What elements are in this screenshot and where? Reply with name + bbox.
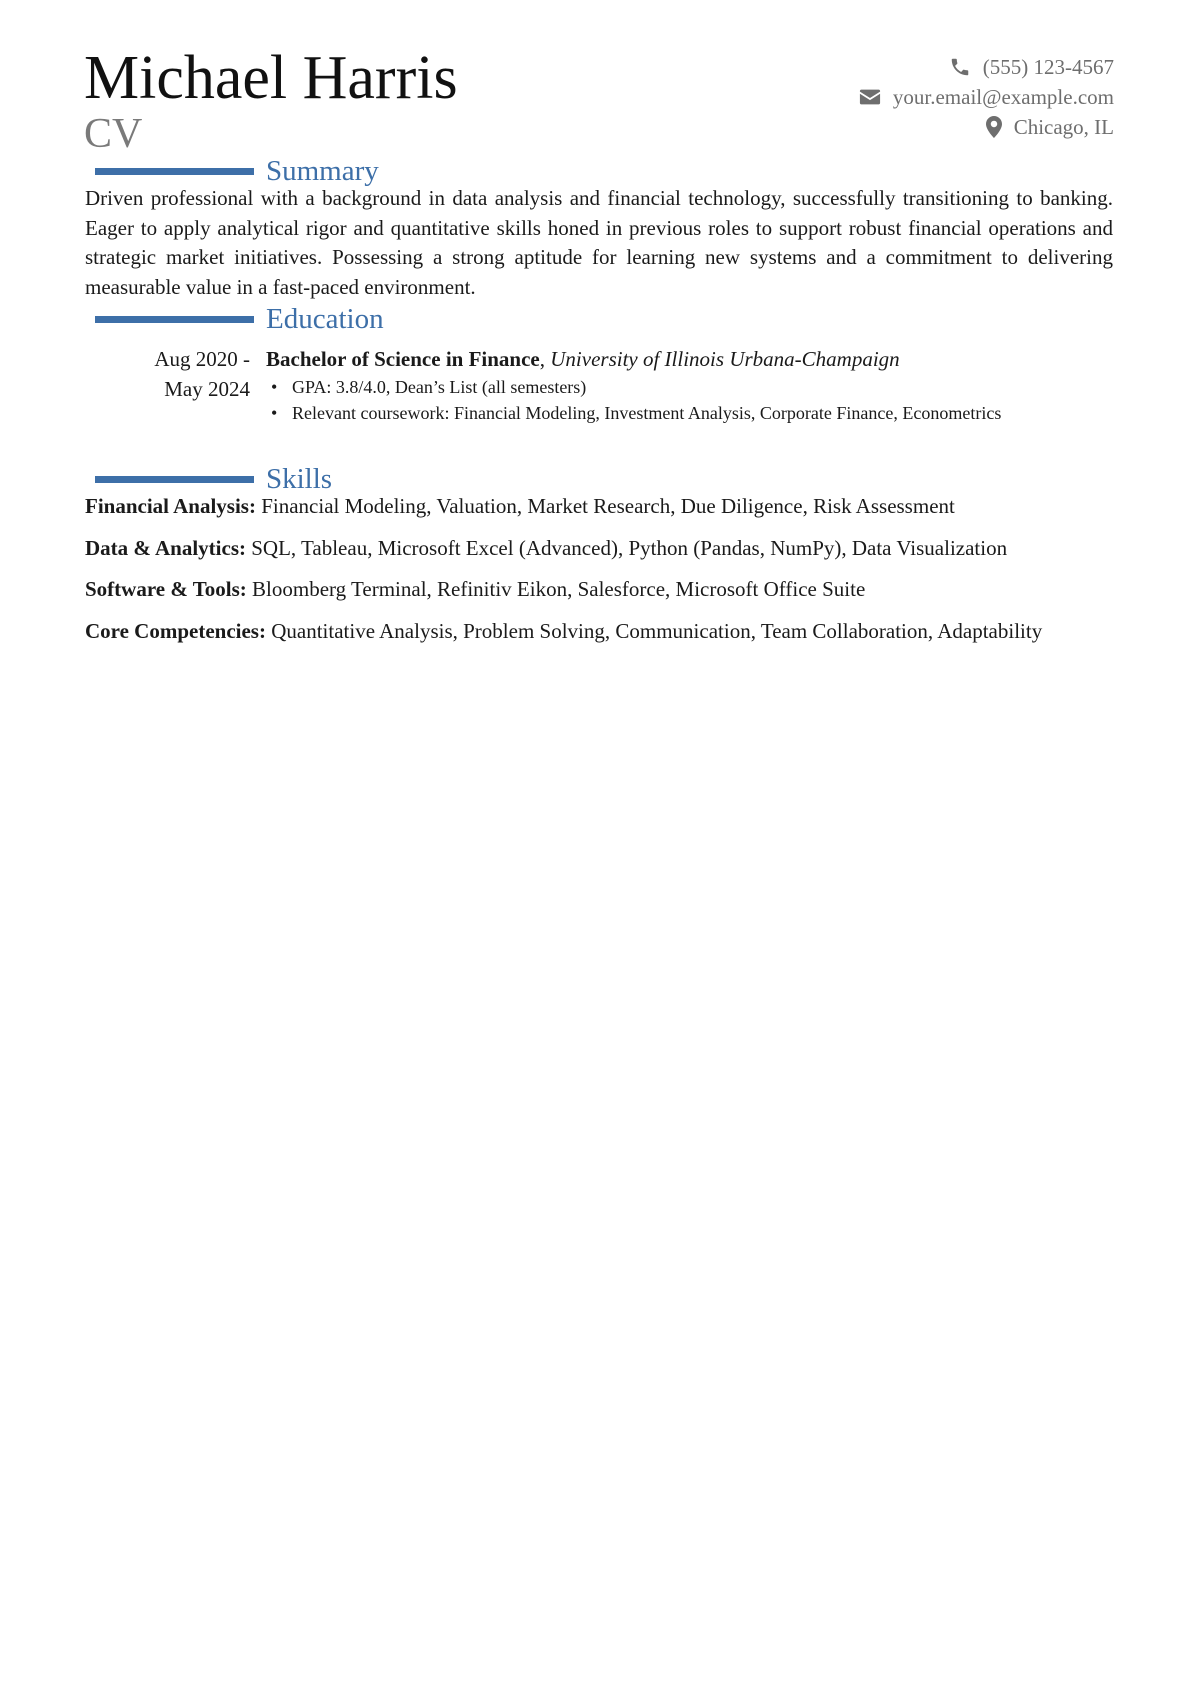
education-date-end: May 2024 <box>164 377 250 401</box>
skill-category: Financial Analysis: <box>85 494 256 518</box>
email-text[interactable]: your.email@example.com <box>892 84 1114 109</box>
summary-text: Driven professional with a background in data analysis and financial technology, successfully transitioning to banking. Eager to apply analytical rigor and quantitative skills honed in previous roles to support robust financial operations and strategic market initiatives. Possessing a strong aptitude for learning new systems and a commitment to delivering measurable value in a fast-paced environment. <box>85 186 1113 299</box>
skill-values: Financial Modeling, Valuation, Market Research, Due Diligence, Risk Assessment <box>255 494 955 518</box>
skill-values: Quantitative Analysis, Problem Solving, Communication, Team Collaboration, Adaptability <box>265 618 1043 643</box>
contact-email <box>694 82 1114 112</box>
section-divider-bar <box>95 168 254 175</box>
contact-block <box>694 52 1114 142</box>
degree-name: Bachelor of Science in Finance <box>266 347 540 371</box>
skill-row <box>85 492 1113 522</box>
skill-values: Bloomberg Terminal, Refinitiv Eikon, Salesforce, Microsoft Office Suite <box>246 577 866 601</box>
education-entry <box>266 344 1114 426</box>
skill-row <box>85 575 1113 605</box>
school-name: University of Illinois Urbana-Champaign <box>550 347 900 371</box>
envelope-icon <box>859 88 881 106</box>
section-divider-bar <box>95 476 254 483</box>
summary-heading <box>95 154 379 188</box>
location-text: Chicago, IL <box>1013 114 1114 139</box>
section-divider-bar <box>95 316 254 323</box>
contact-location <box>694 112 1114 142</box>
education-title: Education <box>266 302 384 335</box>
skills-title: Skills <box>266 462 333 495</box>
skills-list <box>85 492 1113 658</box>
degree-separator: , <box>539 347 551 371</box>
list-item: • Relevant coursework: Financial Modeling, Investment Analysis, Corporate Finance, Econometrics <box>266 400 1114 426</box>
skill-category: Software & Tools: <box>85 577 247 601</box>
skill-category: Data & Analytics: <box>85 535 246 560</box>
skill-row <box>85 534 1113 564</box>
education-date-start: Aug 2020 - <box>154 347 250 371</box>
map-marker-icon <box>986 116 1002 138</box>
list-item: • GPA: 3.8/4.0, Dean’s List (all semesters) <box>266 374 1114 400</box>
candidate-name: Michael Harris <box>84 44 458 112</box>
skill-category: Core Competencies: <box>85 618 266 643</box>
education-bullets <box>266 374 1114 426</box>
phone-icon <box>949 56 971 78</box>
contact-phone <box>694 52 1114 82</box>
skill-values: SQL, Tableau, Microsoft Excel (Advanced), Python (Pandas, NumPy), Data Visualization <box>246 535 1008 560</box>
skill-row <box>85 617 1113 647</box>
document-subtitle: CV <box>84 111 143 157</box>
skills-heading <box>95 462 332 496</box>
summary-title: Summary <box>266 154 379 187</box>
education-title-line <box>266 344 1114 374</box>
education-heading <box>95 302 384 336</box>
education-dates <box>126 344 250 404</box>
phone-text[interactable]: (555) 123-4567 <box>982 54 1114 79</box>
